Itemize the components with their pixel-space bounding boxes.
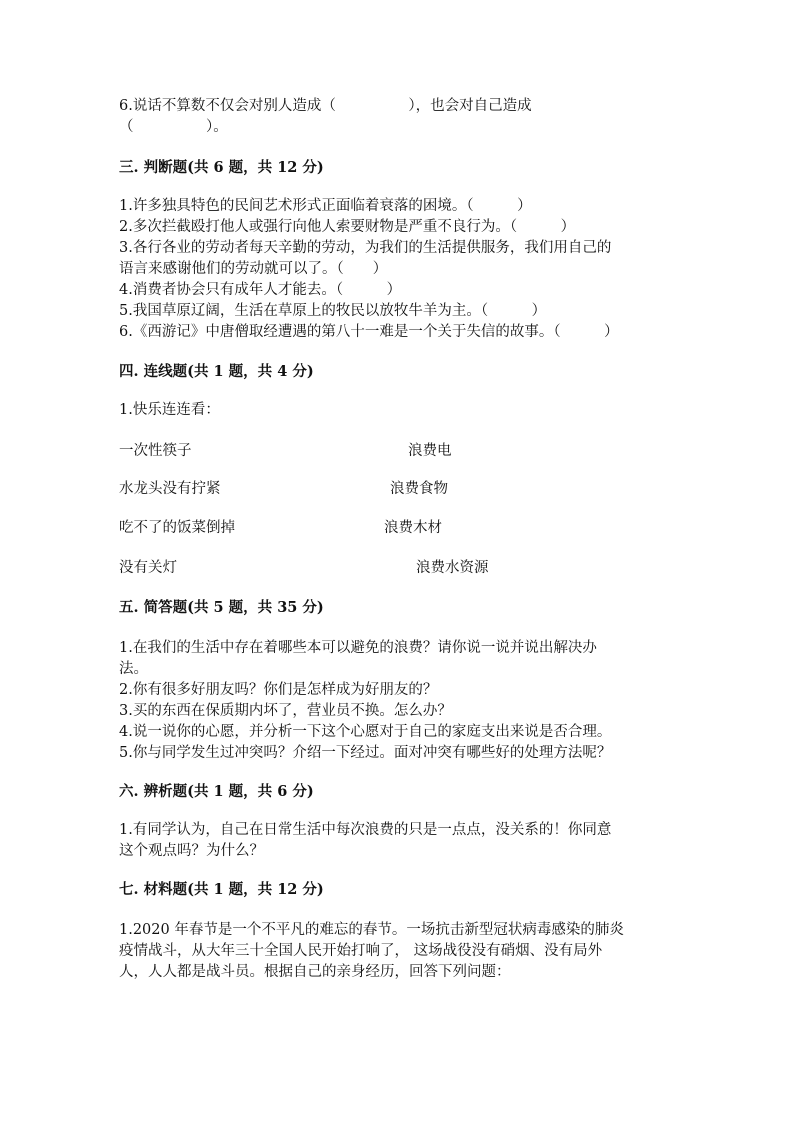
s7-item: 疫情战斗，从大年三十全国人民开始打响了， 这场战役没有硝烟、没有局外	[119, 943, 603, 959]
section-6-title: 六. 辨析题(共 1 题，共 6 分)	[119, 783, 314, 800]
match-left-item: 水龙头没有拧紧	[119, 481, 221, 497]
section-7-title: 七. 材料题(共 1 题，共 12 分)	[119, 881, 324, 898]
match-right-item: 浪费水资源	[416, 560, 489, 576]
s5-item: 1.在我们的生活中存在着哪些本可以避免的浪费？请你说一说并说出解决办	[119, 640, 597, 656]
s6-item: 这个观点吗？为什么？	[119, 843, 264, 859]
match-right-item: 浪费食物	[390, 481, 448, 497]
section-4-title: 四. 连线题(共 1 题，共 4 分)	[119, 363, 314, 380]
s6-item: 1.有同学认为，自己在日常生活中每次浪费的只是一点点，没关系的！你同意	[119, 822, 612, 838]
s5-item: 法。	[119, 661, 148, 677]
match-right-item: 浪费电	[408, 443, 452, 459]
s3-item: 2.多次拦截殴打他人或强行向他人索要财物是严重不良行为。（ ）	[119, 219, 576, 235]
s5-item: 4.说一说你的心愿，并分析一下这个心愿对于自己的家庭支出来说是否合理。	[119, 724, 612, 740]
s5-item: 2.你有很多好朋友吗？你们是怎样成为好朋友的？	[119, 682, 438, 698]
section-5-title: 五. 简答题(共 5 题，共 35 分)	[119, 599, 324, 616]
s5-item: 3.买的东西在保质期内坏了，营业员不换。怎么办？	[119, 703, 452, 719]
match-left-item: 一次性筷子	[119, 443, 192, 459]
match-right-item: 浪费木材	[384, 520, 442, 536]
q6-line-2: （ ）。	[119, 119, 228, 135]
section-3-title: 三. 判断题(共 6 题，共 12 分)	[119, 159, 324, 176]
s3-item: 5.我国草原辽阔，生活在草原上的牧民以放牧牛羊为主。（ ）	[119, 303, 547, 319]
match-left-item: 没有关灯	[119, 560, 177, 576]
s3-item: 语言来感谢他们的劳动就可以了。（ ）	[119, 261, 388, 277]
s3-item: 4.消费者协会只有成年人才能去。（ ）	[119, 282, 402, 298]
s4-prompt: 1.快乐连连看：	[119, 402, 220, 418]
s3-item: 1.许多独具特色的民间艺术形式正面临着衰落的困境。（ ）	[119, 198, 532, 214]
s3-item: 3.各行各业的劳动者每天辛勤的劳动，为我们的生活提供服务，我们用自己的	[119, 240, 612, 256]
s7-item: 1.2020 年春节是一个不平凡的难忘的春节。一场抗击新型冠状病毒感染的肺炎	[119, 922, 624, 938]
match-left-item: 吃不了的饭菜倒掉	[119, 520, 235, 536]
s3-item: 6.《西游记》中唐僧取经遭遇的第八十一难是一个关于失信的故事。（ ）	[119, 324, 619, 340]
q6-line-1: 6.说话不算数不仅会对别人造成（ ），也会对自己造成	[119, 98, 532, 114]
s5-item: 5.你与同学发生过冲突吗？介绍一下经过。面对冲突有哪些好的处理方法呢？	[119, 745, 612, 761]
s7-item: 人，人人都是战斗员。根据自己的亲身经历，回答下列问题：	[119, 964, 511, 980]
